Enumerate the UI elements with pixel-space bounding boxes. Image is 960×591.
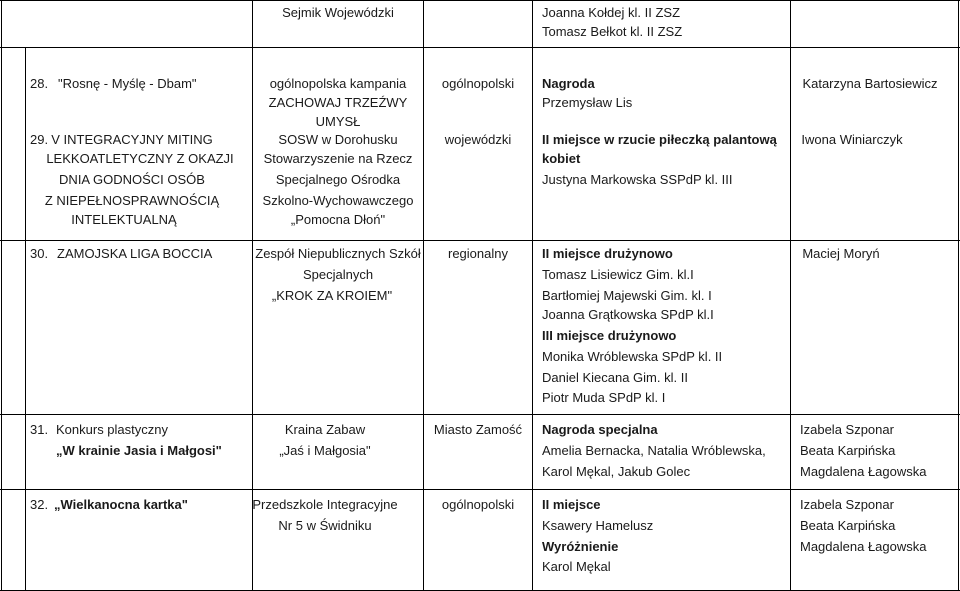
result-name: Karol Mękal: [542, 559, 611, 574]
scope: Miasto Zamość: [433, 422, 523, 437]
result-name: Joanna Grątkowska SPdP kl.I: [542, 307, 714, 322]
event-name: ZAMOJSKA LIGA BOCCIA: [57, 246, 213, 261]
result-name: Monika Wróblewska SPdP kl. II: [542, 349, 723, 364]
event-line: LEKKOATLETYCZNY Z OKAZJI: [46, 151, 234, 166]
event-name: „Wielkanocna kartka": [54, 497, 188, 512]
result-name: Amelia Bernacka, Natalia Wróblewska,: [542, 443, 766, 458]
top-organizer: Sejmik Wojewódzki: [282, 5, 394, 20]
organizer-line: Nr 5 w Świdniku: [278, 518, 372, 533]
teacher: Izabela Szponar: [800, 497, 894, 512]
result-heading: Nagroda specjalna: [542, 422, 658, 437]
top-person: Tomasz Bełkot kl. II ZSZ: [542, 24, 683, 39]
result-name: Piotr Muda SPdP kl. I: [542, 390, 666, 405]
organizer-line: Szkolno-Wychowawczego: [262, 193, 414, 208]
organizer-line: ogólnopolska kampania: [269, 76, 407, 91]
row-number: 28.: [30, 76, 49, 91]
event-line: V INTEGRACYJNY MITING: [51, 132, 213, 147]
teacher: Magdalena Łagowska: [800, 464, 927, 479]
organizer-line: „Pomocna Dłoń": [290, 212, 386, 227]
organizer-line: SOSW w Dorohusku: [278, 132, 398, 147]
row-number: 32.: [30, 497, 49, 512]
teacher: Beata Karpińska: [800, 518, 896, 533]
organizer-line: Zespół Niepublicznych Szkół: [255, 246, 421, 261]
teacher: Maciej Moryń: [802, 246, 880, 261]
top-person: Joanna Kołdej kl. II ZSZ: [542, 5, 681, 20]
organizer-line: Specjalnych: [302, 267, 374, 282]
teacher: Katarzyna Bartosiewicz: [802, 76, 938, 91]
result-heading: Wyróżnienie: [542, 539, 619, 554]
organizer-line: Specjalnego Ośrodka: [275, 172, 401, 187]
organizer-line: Stowarzyszenie na Rzecz: [263, 151, 413, 166]
organizer-line: UMYSŁ: [315, 114, 361, 129]
result-heading: Nagroda: [542, 76, 595, 91]
teacher: Iwona Winiarczyk: [801, 132, 903, 147]
result-name: Ksawery Hamelusz: [542, 518, 654, 533]
scope: regionalny: [448, 246, 508, 261]
result-heading: III miejsce drużynowo: [542, 328, 677, 343]
organizer-line: „Jaś i Małgosia": [279, 443, 371, 458]
scope: wojewódzki: [444, 132, 512, 147]
organizer-line: ZACHOWAJ TRZEŹWY: [268, 95, 408, 110]
result-heading: kobiet: [542, 151, 581, 166]
result-name: Karol Mękal, Jakub Golec: [542, 464, 691, 479]
event-name: "Rosnę - Myślę - Dbam": [58, 76, 197, 91]
result-name: Daniel Kiecana Gim. kl. II: [542, 370, 688, 385]
result-heading: II miejsce drużynowo: [542, 246, 673, 261]
organizer-line: „KROK ZA KROIEM": [271, 288, 393, 303]
result-name: Tomasz Lisiewicz Gim. kl.I: [542, 267, 694, 282]
event-line: DNIA GODNOŚCI OSÓB: [59, 172, 205, 187]
event-line: INTELEKTUALNĄ: [71, 212, 177, 227]
row-number: 31.: [30, 422, 49, 437]
teacher: Magdalena Łagowska: [800, 539, 927, 554]
result-heading: II miejsce: [542, 497, 601, 512]
result-name: Przemysław Lis: [542, 95, 633, 110]
row-number: 29.: [30, 132, 49, 147]
scope: ogólnopolski: [441, 497, 515, 512]
result-name: Bartłomiej Majewski Gim. kl. I: [542, 288, 712, 303]
event-line: Konkurs plastyczny: [56, 422, 168, 437]
event-line: „W krainie Jasia i Małgosi": [56, 443, 222, 458]
teacher: Izabela Szponar: [800, 422, 894, 437]
event-line: Z NIEPEŁNOSPRAWNOŚCIĄ: [44, 193, 220, 208]
result-heading: II miejsce w rzucie piłeczką palantową: [542, 132, 777, 147]
organizer-line: Przedszkole Integracyjne: [252, 497, 398, 512]
teacher: Beata Karpińska: [800, 443, 896, 458]
scope: ogólnopolski: [441, 76, 515, 91]
row-number: 30.: [30, 246, 49, 261]
organizer-line: Kraina Zabaw: [284, 422, 366, 437]
result-name: Justyna Markowska SSPdP kl. III: [542, 172, 733, 187]
